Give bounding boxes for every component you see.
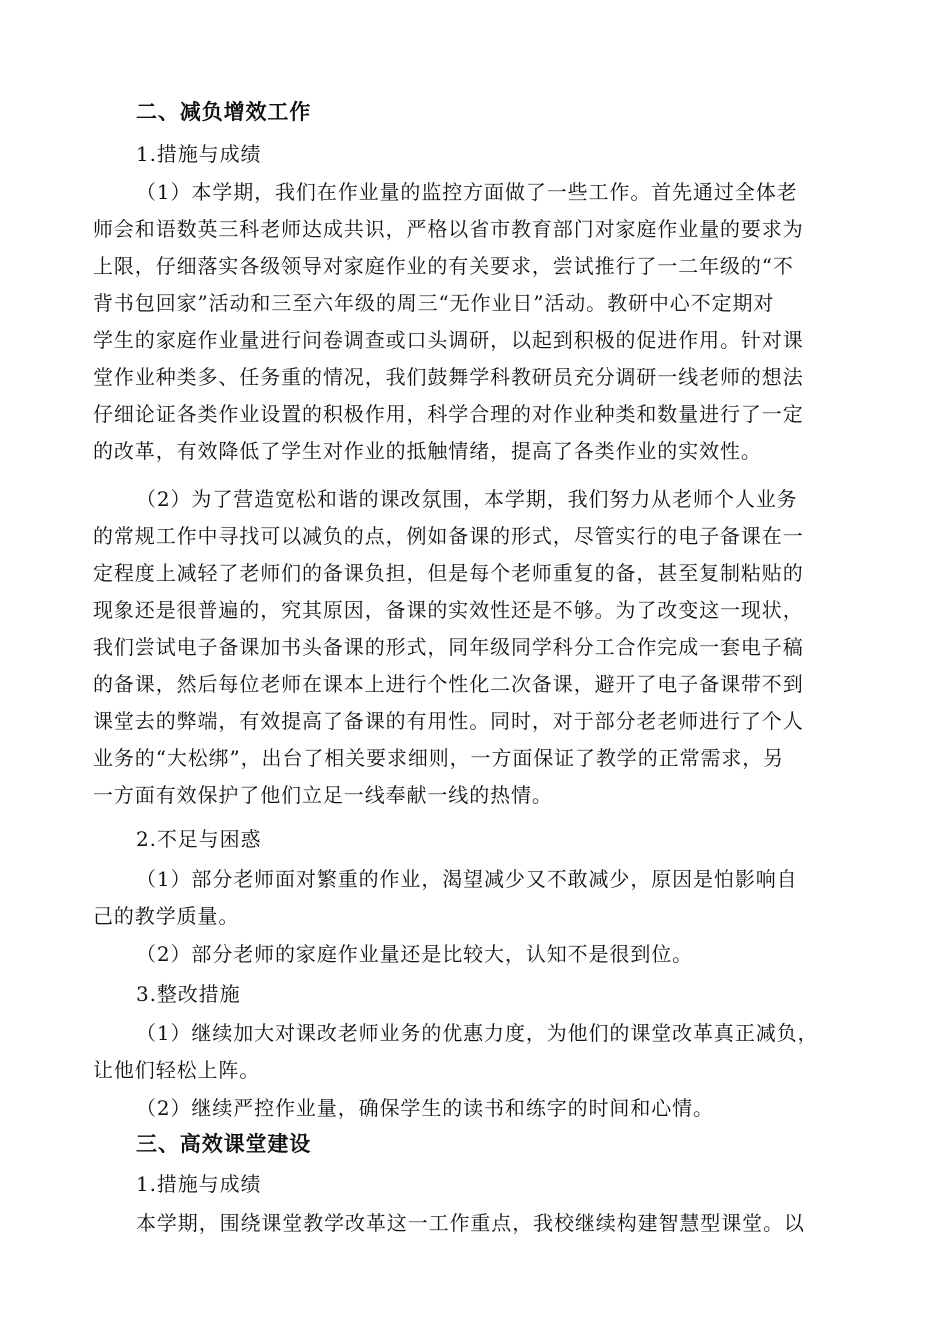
paragraph-line: 让他们轻松上阵。 [93,1058,261,1082]
paragraph-line: 堂作业种类多、任务重的情况，我们鼓舞学科教研员充分调研一线老师的想法 [93,365,804,389]
paragraph-line: （1）本学期，我们在作业量的监控方面做了一些工作。首先通过全体老 [136,180,798,204]
paragraph-line: 仔细论证各类作业设置的积极作用，科学合理的对作业种类和数量进行了一定 [93,402,804,426]
paragraph-line: 定程度上减轻了老师们的备课负担，但是每个老师重复的备，甚至复制粘贴的 [93,561,804,585]
paragraph-line: 现象还是很普遍的，究其原因，备课的实效性还是不够。为了改变这一现状， [93,598,804,622]
paragraph-line: 本学期，围绕课堂教学改革这一工作重点，我校继续构建智慧型课堂。以 [136,1211,805,1235]
paragraph-line: 学生的家庭作业量进行问卷调查或口头调研，以起到积极的促进作用。针对课 [93,328,804,352]
subheading-measures: 1.措施与成绩 [136,142,262,166]
paragraph-line: 己的教学质量。 [93,904,240,928]
paragraph-line: 我们尝试电子备课加书头备课的形式，同年级同学科分工合作完成一套电子稿 [93,635,804,659]
paragraph-line: 的改革，有效降低了学生对作业的抵触情绪，提高了各类作业的实效性。 [93,439,762,463]
paragraph-line: 师会和语数英三科老师达成共识，严格以省市教育部门对家庭作业量的要求为 [93,217,804,241]
section-heading-3: 三、高效课堂建设 [136,1131,312,1156]
section-heading-2: 二、减负增效工作 [136,99,312,124]
paragraph-line: （2）部分老师的家庭作业量还是比较大，认知不是很到位。 [136,942,694,966]
paragraph-line: （2）为了营造宽松和谐的课改氛围，本学期，我们努力从老师个人业务 [136,487,798,511]
paragraph-line: 背书包回家”活动和三至六年级的周三“无作业日”活动。教研中心不定期对 [93,291,775,315]
paragraph-line: （2）继续严控作业量，确保学生的读书和练字的时间和心情。 [136,1096,714,1120]
paragraph-line: 的备课，然后每位老师在课本上进行个性化二次备课，避开了电子备课带不到 [93,672,804,696]
subheading-shortcomings: 2.不足与困惑 [136,827,262,851]
subheading-rectification: 3.整改措施 [136,982,241,1006]
paragraph-line: 一方面有效保护了他们立足一线奉献一线的热情。 [93,783,553,807]
subheading-measures: 1.措施与成绩 [136,1172,262,1196]
paragraph-line: （1）继续加大对课改老师业务的优惠力度，为他们的课堂改革真正减负， [136,1021,819,1045]
paragraph-line: 业务的“大松绑”，出台了相关要求细则，一方面保证了教学的正常需求，另 [93,746,785,770]
paragraph-line: 上限，仔细落实各级领导对家庭作业的有关要求，尝试推行了一二年级的“不 [93,254,794,278]
paragraph-line: （1）部分老师面对繁重的作业，渴望减少又不敢减少，原因是怕影响自 [136,867,798,891]
paragraph-line: 的常规工作中寻找可以减负的点，例如备课的形式，尽管实行的电子备课在一 [93,524,804,548]
paragraph-line: 课堂去的弊端，有效提高了备课的有用性。同时，对于部分老老师进行了个人 [93,709,804,733]
